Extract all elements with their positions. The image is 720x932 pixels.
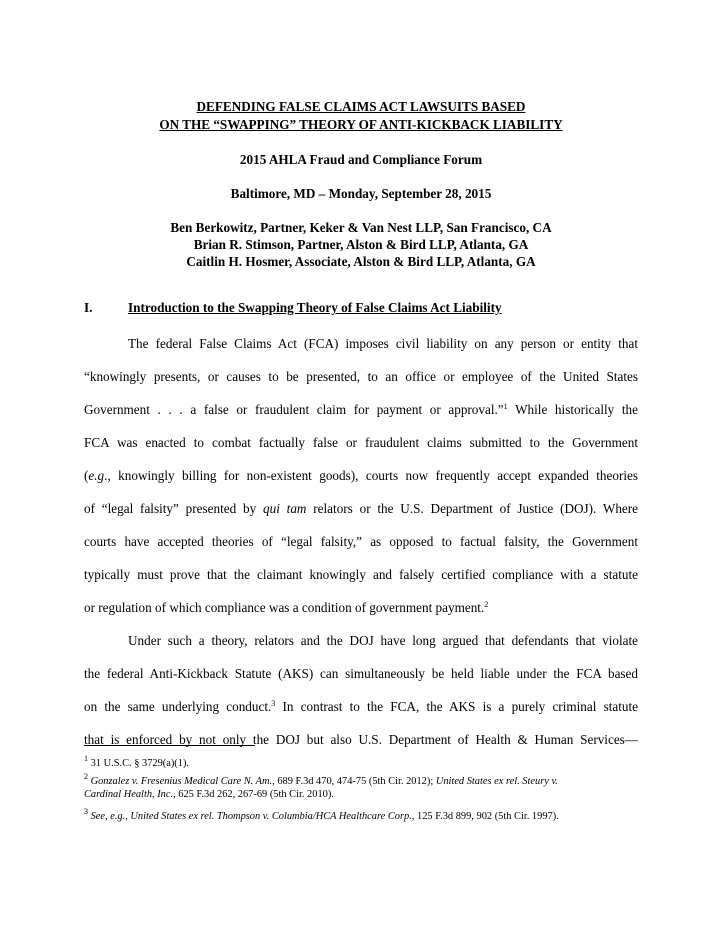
para1-line-5-text-a: (: [84, 468, 89, 483]
footnote-separator: [84, 745, 255, 746]
para1-line-3-text-a: Government . . . a false or fraudulent claim for payment or approval.”: [84, 402, 504, 417]
event-name: 2015 AHLA Fraud and Compliance Forum: [239, 152, 483, 167]
para1-line-9: [84, 600, 638, 615]
para1-line-5-eg: e.g: [88, 468, 105, 483]
footnote-2-case-2b: Cardinal Health, Inc.: [84, 789, 174, 800]
title-line-1: DEFENDING FALSE CLAIMS ACT LAWSUITS BASED: [196, 99, 526, 114]
para1-line-8: typically must prove that the claimant knowingly and falsely certified compliance with a statute: [84, 567, 638, 582]
para1-line-6-text-a: of “legal falsity” presented by: [84, 501, 257, 516]
footnote-2: [84, 772, 640, 801]
para1-line-9-text: or regulation of which compliance was a condition of government payment.: [84, 600, 485, 615]
para1-line-7: courts have accepted theories of “legal falsity,” as opposed to factual falsity, the Government: [84, 534, 638, 549]
para1-line-5: [84, 468, 638, 483]
footnote-2-case-2: United States ex rel. Steury v.: [435, 776, 558, 787]
footnote-2-cite-2: , 625 F.3d 262, 267-69 (5th Cir. 2010).: [173, 789, 334, 800]
para1-line-5-text-b: ., knowingly billing for non-existent goods), courts now frequently accept expanded theories: [104, 468, 638, 483]
para1-line-3-text-b: While historically the: [515, 402, 639, 417]
footnote-ref-3: 3: [271, 699, 276, 708]
para2-line-3-text-a: on the same underlying conduct.: [84, 699, 272, 714]
footnote-1-text: 31 U.S.C. § 3729(a)(1).: [90, 758, 190, 769]
para1-line-1: The federal False Claims Act (FCA) imposes civil liability on any person or entity that: [128, 336, 638, 351]
para1-line-6: [84, 501, 638, 516]
footnote-1-mark: 1: [84, 754, 88, 763]
author-1: Ben Berkowitz, Partner, Keker & Van Nest LLP, San Francisco, CA: [170, 220, 552, 235]
footnote-2-mark: 2: [84, 772, 88, 781]
author-2: Brian R. Stimson, Partner, Alston & Bird LLP, Atlanta, GA: [193, 237, 529, 252]
para1-line-4: FCA was enacted to combat factually false or fraudulent claims submitted to the Government: [84, 435, 638, 450]
para2-line-1: Under such a theory, relators and the DOJ have long argued that defendants that violate: [128, 633, 638, 648]
section-heading: Introduction to the Swapping Theory of False Claims Act Liability: [128, 300, 502, 315]
footnote-ref-1: 1: [503, 402, 508, 411]
footnote-3-case: See, e.g., United States ex rel. Thompson v. Columbia/HCA Healthcare Corp.: [90, 811, 412, 822]
footnote-3-mark: 3: [84, 807, 88, 816]
author-3: Caitlin H. Hosmer, Associate, Alston & Bird LLP, Atlanta, GA: [186, 254, 536, 269]
para1-line-6-text-b: relators or the U.S. Department of Justice (DOJ). Where: [313, 501, 639, 516]
para2-line-3: [84, 699, 638, 714]
para1-line-2: “knowingly presents, or causes to be presented, to an office or employee of the United States: [84, 369, 638, 384]
para2-line-2: the federal Anti-Kickback Statute (AKS) can simultaneously be held liable under the FCA based: [84, 666, 638, 681]
footnote-ref-2: 2: [484, 600, 489, 609]
para1-line-6-qui-tam: qui tam: [263, 501, 307, 516]
event-location-date: Baltimore, MD – Monday, September 28, 2015: [230, 186, 492, 201]
footnote-2-cite-1: , 689 F.3d 470, 474-75 (5th Cir. 2012);: [272, 776, 434, 787]
para2-line-3-text-b: In contrast to the FCA, the AKS is a purely criminal statute: [282, 699, 638, 714]
title-line-2: ON THE “SWAPPING” THEORY OF ANTI-KICKBACK LIABILITY: [159, 117, 563, 132]
footnote-2-case-1: Gonzalez v. Fresenius Medical Care N. Am.: [90, 776, 273, 787]
section-number: I.: [84, 300, 93, 315]
footnote-1: [84, 754, 640, 770]
footnote-3: [84, 807, 640, 823]
para2-line-4: that is enforced by not only the DOJ but also U.S. Department of Health & Human Services—: [84, 732, 638, 747]
para1-line-3: [84, 402, 638, 417]
footnote-3-cite: , 125 F.3d 899, 902 (5th Cir. 1997).: [411, 811, 559, 822]
